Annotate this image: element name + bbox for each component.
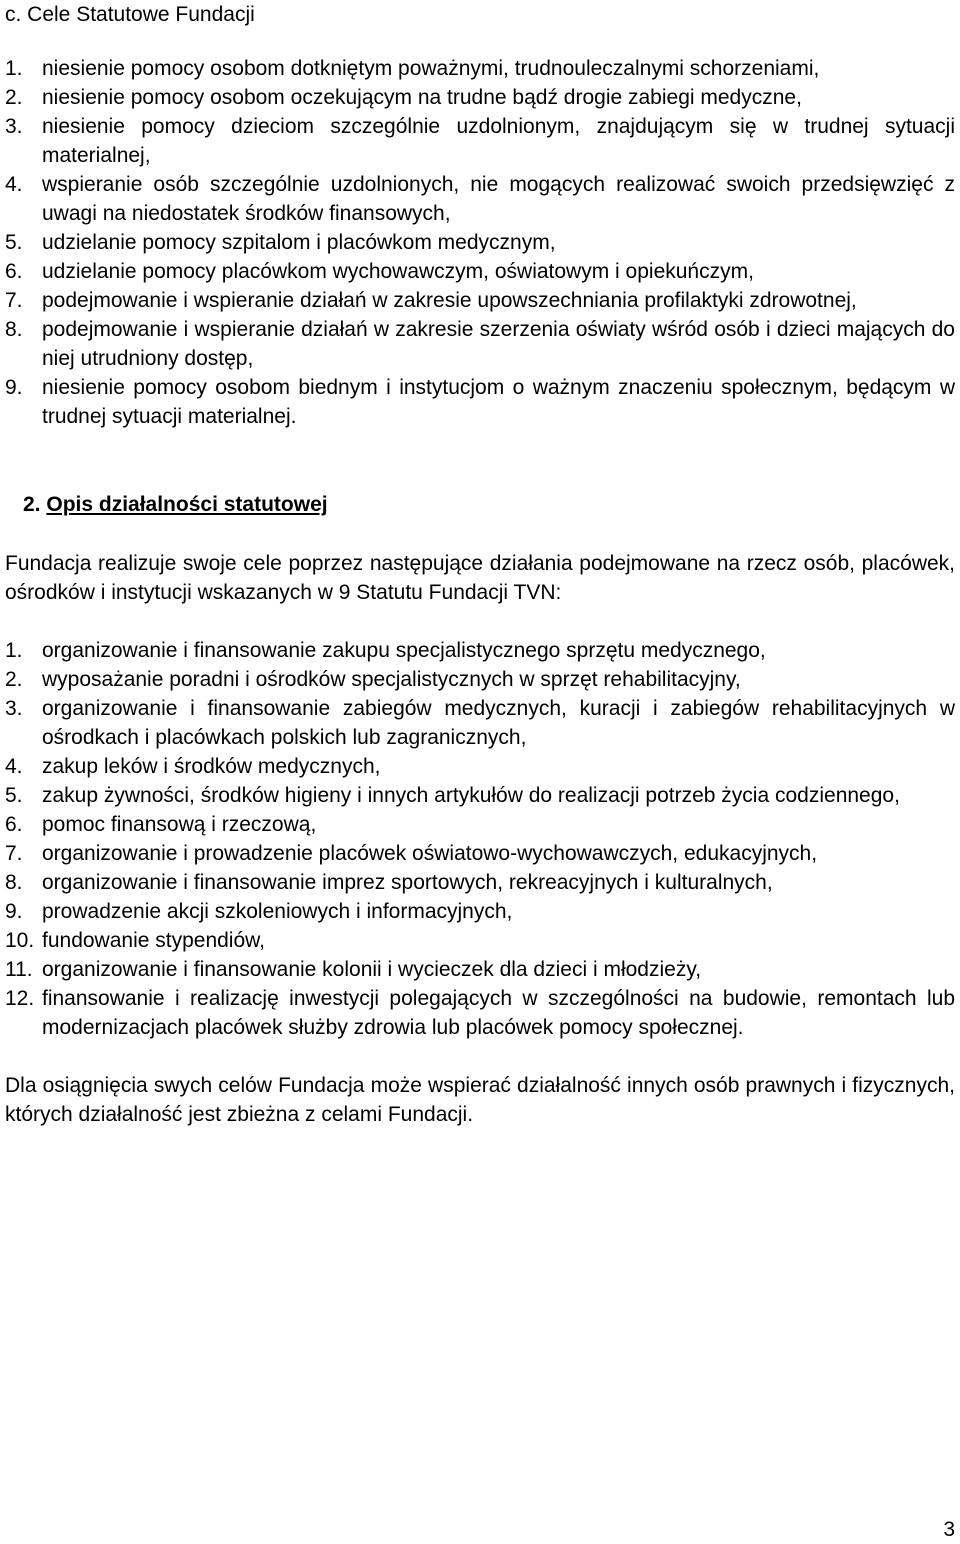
list-item xyxy=(5,752,955,781)
list-item xyxy=(5,665,955,694)
list-item-text: niesienie pomocy osobom oczekującym na trudne bądź drogie zabiegi medyczne, xyxy=(42,86,802,109)
list-item-text: finansowanie i realizację inwestycji polegających w szczególności na budowie, remontach lub modernizacjach placówek służby zdrowia lub placówek pomocy społecznej. xyxy=(42,987,955,1039)
list-item-text: organizowanie i finansowanie kolonii i wycieczek dla dzieci i młodzieży, xyxy=(42,958,702,981)
list-item-text: niesienie pomocy osobom biednym i instytucjom o ważnym znaczeniu społecznym, będącym w trudnej sytuacji materialnej. xyxy=(42,376,955,428)
list-item-text: zakup leków i środków medycznych, xyxy=(42,755,381,778)
list-item xyxy=(5,228,955,257)
list-item-text: zakup żywności, środków higieny i innych artykułów do realizacji potrzeb życia codziennego, xyxy=(42,784,900,807)
list-item-text: niesienie pomocy dzieciom szczególnie uzdolnionym, znajdującym się w trudnej sytuacji materialnej, xyxy=(42,115,955,167)
closing-paragraph: Dla osiągnięcia swych celów Fundacja może wspierać działalność innych osób prawnych i fizycznych, których działalność jest zbieżna z celami Fundacji. xyxy=(5,1074,955,1126)
document-page xyxy=(5,0,955,1129)
list-item-number: 8. xyxy=(5,871,23,894)
list-item-text: prowadzenie akcji szkoleniowych i informacyjnych, xyxy=(42,900,513,923)
list-item-text: organizowanie i finansowanie imprez sportowych, rekreacyjnych i kulturalnych, xyxy=(42,871,773,894)
list-item-text: organizowanie i finansowanie zabiegów medycznych, kuracji i zabiegów rehabilitacyjnych w ośrodkach i placówkach polskich lub zagranicznych, xyxy=(42,697,955,749)
list-item xyxy=(5,926,955,955)
list-item-number: 1. xyxy=(5,639,23,662)
list-item-number: 12. xyxy=(5,987,35,1010)
list-item xyxy=(5,868,955,897)
list-item-text: podejmowanie i wspieranie działań w zakresie szerzenia oświaty wśród osób i dzieci mających do niej utrudniony dostęp, xyxy=(42,318,955,370)
list-item-number: 1. xyxy=(5,57,23,80)
list-item-text: wyposażanie poradni i ośrodków specjalistycznych w sprzęt rehabilitacyjny, xyxy=(42,668,741,691)
list-item-text: organizowanie i finansowanie zakupu specjalistycznego sprzętu medycznego, xyxy=(42,639,766,662)
list-item xyxy=(5,54,955,83)
list-item-text: wspieranie osób szczególnie uzdolnionych, nie mogących realizować swoich przedsięwzięć z uwagi na niedostatek środków finansowych, xyxy=(42,173,955,225)
list-item xyxy=(5,315,955,373)
activities-list xyxy=(5,636,955,1042)
list-item-number: 5. xyxy=(5,231,23,254)
page-number: 3 xyxy=(943,1518,955,1541)
list-item-number: 7. xyxy=(5,842,23,865)
list-item xyxy=(5,694,955,752)
list-item-text: organizowanie i prowadzenie placówek oświatowo-wychowawczych, edukacyjnych, xyxy=(42,842,818,865)
list-item xyxy=(5,955,955,984)
list-item-number: 4. xyxy=(5,173,23,196)
section-heading-activities xyxy=(5,490,955,519)
list-item xyxy=(5,810,955,839)
list-item-text: niesienie pomocy osobom dotkniętym poważnymi, trudnouleczalnymi schorzeniami, xyxy=(42,57,820,80)
list-item xyxy=(5,839,955,868)
list-item-text: udzielanie pomocy placówkom wychowawczym, oświatowym i opiekuńczym, xyxy=(42,260,754,283)
list-item-number: 2. xyxy=(5,668,23,691)
list-item xyxy=(5,636,955,665)
section-number: 2. xyxy=(23,493,41,516)
list-item xyxy=(5,897,955,926)
goals-list xyxy=(5,54,955,431)
list-item-number: 5. xyxy=(5,784,23,807)
list-item-text: udzielanie pomocy szpitalom i placówkom medycznym, xyxy=(42,231,556,254)
list-item-number: 8. xyxy=(5,318,23,341)
list-item xyxy=(5,112,955,170)
list-item xyxy=(5,170,955,228)
list-item xyxy=(5,984,955,1042)
list-item-number: 3. xyxy=(5,115,23,138)
list-item xyxy=(5,83,955,112)
list-item-number: 9. xyxy=(5,376,23,399)
list-item-text: pomoc finansową i rzeczową, xyxy=(42,813,317,836)
section-heading-goals: c. Cele Statutowe Fundacji xyxy=(5,3,255,26)
list-item-number: 7. xyxy=(5,289,23,312)
list-item-number: 2. xyxy=(5,86,23,109)
list-item xyxy=(5,781,955,810)
list-item xyxy=(5,257,955,286)
list-item-text: podejmowanie i wspieranie działań w zakresie upowszechniania profilaktyki zdrowotnej, xyxy=(42,289,857,312)
list-item-number: 3. xyxy=(5,697,23,720)
list-item-text: fundowanie stypendiów, xyxy=(42,929,265,952)
list-item-number: 6. xyxy=(5,260,23,283)
list-item-number: 6. xyxy=(5,813,23,836)
list-item-number: 11. xyxy=(5,958,33,981)
list-item-number: 4. xyxy=(5,755,23,778)
list-item xyxy=(5,373,955,431)
list-item-number: 10. xyxy=(5,929,35,952)
list-item-number: 9. xyxy=(5,900,23,923)
list-item xyxy=(5,286,955,315)
intro-paragraph: Fundacja realizuje swoje cele poprzez następujące działania podejmowane na rzecz osób, placówek, ośrodków i instytucji wskazanych w 9 Statutu Fundacji TVN: xyxy=(5,552,955,604)
section-title-text: Opis działalności statutowej xyxy=(46,493,328,516)
